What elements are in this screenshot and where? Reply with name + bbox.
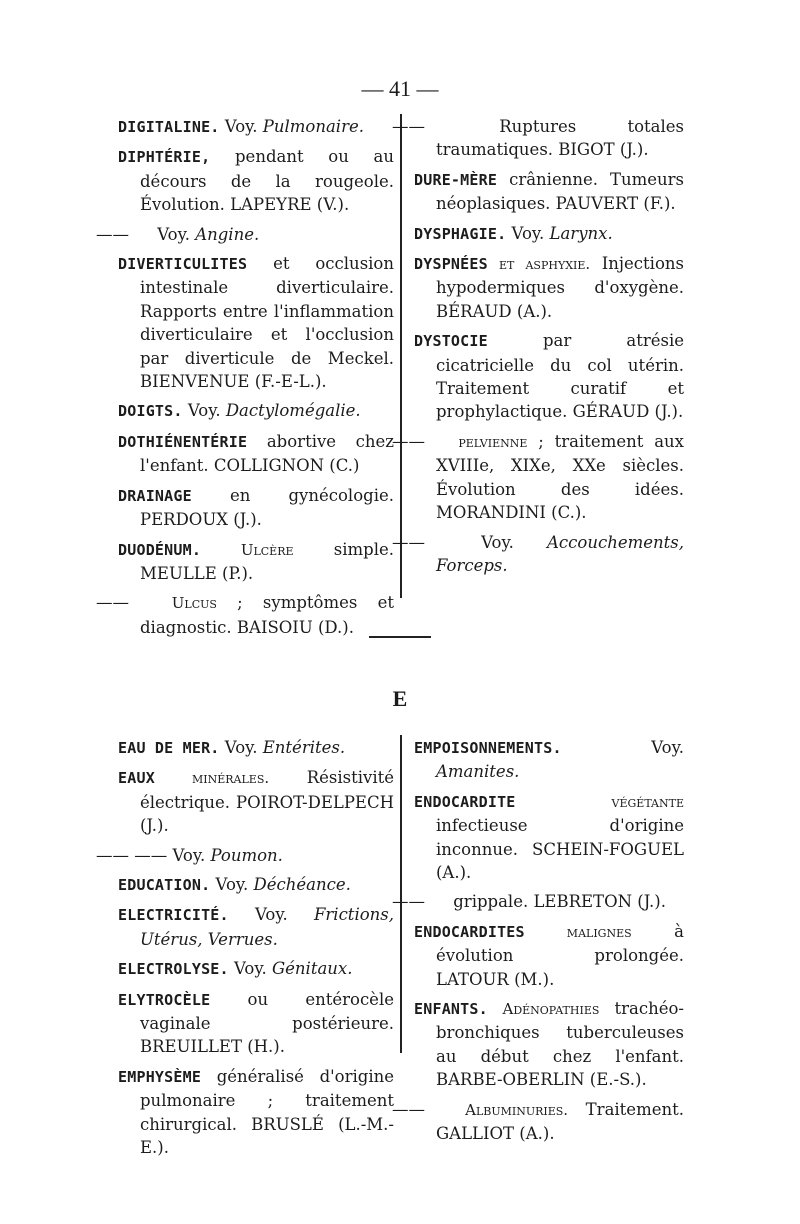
entry-text: Voy. <box>219 117 263 136</box>
entry-text: Voy. <box>167 845 211 865</box>
entry-text: Voy. <box>561 738 684 757</box>
entry-head: DURE-MÈRE <box>414 170 498 189</box>
entry-italic: Dactylomégalie. <box>225 401 361 421</box>
entry-text: simple. MEULLE (P.). <box>140 539 394 583</box>
entry-text: crânienne. Tumeurs néoplasiques. PAUVERT (F.). <box>436 169 684 214</box>
entry-head: ELYTROCÈLE <box>118 990 211 1009</box>
entry-italic: Déchéance. <box>253 875 351 895</box>
entry-text: Voy. <box>182 401 226 421</box>
entry-head: —— <box>96 224 129 244</box>
entry-head: DRAINAGE <box>118 486 192 505</box>
index-entry <box>96 223 394 246</box>
entry-head: DYSTOCIE <box>414 332 488 351</box>
entry-head: ENDOCARDITES <box>414 922 525 941</box>
entry-head: —— <box>392 532 425 552</box>
entry-head: EAU DE MER. <box>118 739 220 757</box>
index-entry <box>118 484 394 532</box>
entry-head: —— <box>392 117 425 136</box>
index-entry <box>392 1098 684 1146</box>
index-entry <box>414 790 684 885</box>
index-entry <box>96 844 394 867</box>
entry-text: Voy. <box>448 532 548 552</box>
entry-text: trachéo-bronchiques tuberculeuses au début chez l'enfant. BARBE-OBERLIN (E.-S.). <box>436 999 684 1090</box>
index-entry <box>118 1065 394 1160</box>
entry-text: ou entérocèle vaginale postérieure. BREUILLET (H.). <box>140 989 394 1057</box>
entry-head: DYSPHAGIE. <box>414 224 507 243</box>
entry-head: ENDOCARDITE <box>414 792 516 811</box>
entry-text: Voy. <box>228 905 314 925</box>
entry-italic: Entérites. <box>262 738 346 757</box>
entry-head: EAUX <box>118 769 155 788</box>
index-entry <box>118 399 394 423</box>
entry-head: DIGITALINE. <box>118 118 220 136</box>
entry-head: DIPHTÉRIE, <box>118 148 211 167</box>
entry-sc: minérales. <box>154 769 270 788</box>
index-entry <box>414 168 684 216</box>
index-entry <box>414 736 684 784</box>
entry-sc: végétante <box>515 792 684 811</box>
entry-text: pendant ou au décours de la rougeole. Évolution. LAPEYRE (V.). <box>140 147 394 215</box>
index-entry <box>392 115 684 162</box>
entry-text: Traitement. GALLIOT (A.). <box>436 1099 684 1144</box>
index-entry <box>392 890 684 913</box>
entry-text: infectieuse d'origine inconnue. SCHEIN-FOGUEL (A.). <box>436 816 684 883</box>
index-entry <box>414 997 684 1092</box>
entry-head: DOTHIÉNENTÉRIE <box>118 432 248 451</box>
entry-text: ; symptômes et diagnostic. BAISOIU (D.). <box>140 593 394 637</box>
entry-text: grippale. LEBRETON (J.). <box>448 892 666 912</box>
index-entry <box>118 538 394 586</box>
entry-sc: Ulcère <box>201 540 294 559</box>
index-entry <box>118 145 394 216</box>
entry-head: ELECTRICITÉ. <box>118 906 229 925</box>
entry-text: à évolution prolongée. LATOUR (M.). <box>436 921 684 989</box>
entry-sc: malignes <box>524 922 632 941</box>
section-letter: E <box>392 686 408 711</box>
page-number: — 41 — <box>361 76 439 101</box>
entry-head: EMPOISONNEMENTS. <box>414 739 562 757</box>
column-divider-top <box>400 114 402 598</box>
entry-text: Voy. <box>228 959 272 979</box>
entry-text: Ruptures totales traumatiques. BIGOT (J.). <box>436 117 684 160</box>
entry-sc: et asphyxie. <box>487 255 591 274</box>
entry-head: ENFANTS. <box>414 1000 488 1019</box>
entry-text: par atrésie cicatricielle du col utérin. Traitement curatif et prophylactique. GÉRAUD (J.). <box>436 331 684 422</box>
entry-head: —— <box>392 892 425 912</box>
entry-text: et occlusion intestinale diverticulaire. Rapports entre l'inflammation diverticulaire et l'occlusion par diverticule de Meckel. BIENVENUE (F.-E-L.). <box>140 254 394 392</box>
index-entry <box>96 591 394 639</box>
entry-head: EMPHYSÈME <box>118 1067 202 1086</box>
index-entry <box>118 430 394 478</box>
index-entry <box>118 903 394 951</box>
e-column-left <box>96 736 394 1166</box>
entry-italic: Accouchements, Forceps. <box>436 532 684 575</box>
entry-text: Voy. <box>506 223 550 243</box>
entry-text: généralisé d'origine pulmonaire ; traitement chirurgical. BRUSLÉ (L.-M.-E.). <box>140 1066 394 1158</box>
index-entry <box>414 222 684 246</box>
entry-sc: Albuminuries. <box>448 1100 569 1119</box>
entry-head: —— <box>392 1099 425 1119</box>
e-column-right <box>392 736 684 1152</box>
entry-text: en gynécologie. PERDOUX (J.). <box>140 485 394 530</box>
entry-sc: Adénopathies <box>487 1000 600 1019</box>
entry-italic: Larynx. <box>549 223 613 243</box>
entry-text: abortive chez l'enfant. COLLIGNON (C.) <box>140 431 394 476</box>
entry-text: ; traitement aux XVIIIe, XIXe, XXe siècles. Évolution des idées. MORANDINI (C.). <box>436 431 684 523</box>
entry-head: DYSPNÉES <box>414 255 488 274</box>
index-entry <box>392 531 684 578</box>
entry-italic: Génitaux. <box>271 959 353 979</box>
entry-text: Résistivité électrique. POIROT-DELPECH (J.). <box>140 768 394 836</box>
entry-text: Voy. <box>210 875 254 895</box>
entry-text: Voy. <box>219 738 263 757</box>
index-entry <box>118 873 394 897</box>
entry-sc: Ulcus <box>152 594 217 613</box>
entry-head: DIVERTICULITES <box>118 255 248 274</box>
entry-head: DOIGTS. <box>118 402 183 421</box>
entry-italic: Angine. <box>195 224 260 244</box>
index-entry <box>118 736 394 760</box>
entry-head: —— —— <box>96 845 168 865</box>
d-column-right <box>392 115 684 583</box>
entry-text: Voy. <box>152 224 196 244</box>
entry-head: EDUCATION. <box>118 876 211 895</box>
entry-head: ELECTROLYSE. <box>118 960 229 979</box>
index-entry <box>118 988 394 1059</box>
entry-italic: Pulmonaire. <box>262 117 364 136</box>
index-entry <box>118 766 394 837</box>
entry-italic: Frictions, Utérus, Verrues. <box>140 905 394 949</box>
d-column-left <box>96 115 394 645</box>
entry-head: DUODÉNUM. <box>118 540 202 559</box>
entry-head: —— <box>96 593 129 613</box>
index-entry <box>118 252 394 393</box>
index-entry <box>414 329 684 424</box>
entry-text: Injections hypodermiques d'oxygène. BÉRAUD (A.). <box>436 254 684 321</box>
index-entry <box>118 957 394 981</box>
index-entry <box>414 252 684 323</box>
index-entry <box>414 920 684 991</box>
section-separator <box>369 636 431 638</box>
entry-italic: Poumon. <box>210 845 283 865</box>
entry-head: —— <box>392 431 425 451</box>
entry-italic: Amanites. <box>436 762 520 782</box>
index-entry <box>392 430 684 525</box>
index-entry <box>118 115 394 139</box>
entry-sc: pelvienne <box>448 432 528 451</box>
